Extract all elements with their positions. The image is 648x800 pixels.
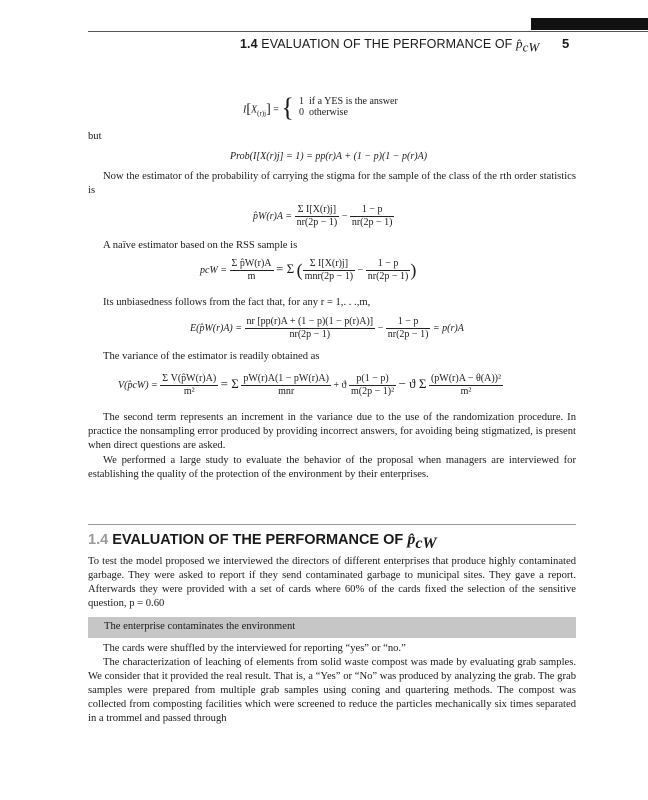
naive-lhs: pcW =: [200, 264, 228, 276]
page-number: 5: [562, 36, 570, 51]
case0-condition: otherwise: [309, 107, 348, 118]
header-rule: [88, 31, 648, 32]
section-estimator-sub: cW: [415, 534, 437, 552]
estimator-den2: nr(2p − 1): [351, 217, 393, 228]
variance-num1: Σ V(p̂W(r)A): [162, 373, 217, 384]
equation-naive: pcW = $\frac{\text{Σ p̂W(r)A}}{m}$ = Σ ( $\frac{\text{Σ I[X(r)j]}}{\text{mnr(2p − 1)}}$ − $\frac{1 - p}{nr(2p - 1)}$ ): [200, 258, 417, 282]
naive-num3: 1 − p: [366, 258, 411, 271]
running-header: [240, 36, 540, 55]
paragraph-estimator-intro: Now the estimator of the probability of carrying the stigma for the sample of the class of the rth order statistics is: [88, 171, 576, 196]
text-but: but: [88, 131, 102, 142]
highlight-text: The enterprise contaminates the environment: [104, 621, 296, 632]
running-header-title: EVALUATION OF THE PERFORMANCE OF: [261, 37, 513, 51]
variance-den3: m(2p − 1)²: [351, 386, 395, 397]
unbiased-den2: nr(2p − 1): [387, 329, 429, 340]
variance-den4: m²: [460, 386, 472, 397]
estimator-minus: −: [341, 210, 348, 222]
paragraph-second-term: The second term represents an increment in the variance due to the use of the randomization procedure. In practice the nonsampling error produced by providing incorrect answers, for avoiding being stigmatized, is present when direct questions are asked.: [88, 412, 576, 451]
paragraph-naive-intro: A naïve estimator based on the RSS sample is: [103, 240, 298, 251]
estimator-den1: nr(2p − 1): [296, 217, 338, 228]
variance-num2: pW(r)A(1 − pW(r)A): [243, 373, 329, 384]
variance-num4: (pW(r)A − θ(A))²: [430, 373, 502, 384]
indicator-eq: =: [273, 104, 279, 116]
section-number: 1.4: [88, 532, 109, 548]
naive-num2: Σ I[X(r)j]: [303, 258, 355, 271]
section-estimator: p̂: [407, 531, 416, 548]
case1-value: 1: [299, 96, 304, 107]
variance-sum: = Σ: [220, 375, 239, 391]
unbiased-lhs: E(p̂W(r)A) =: [190, 322, 243, 334]
variance-minus-sum: − ϑ Σ: [398, 375, 427, 391]
indicator-sub: (r)j: [257, 109, 267, 118]
paragraph-variance-intro: The variance of the estimator is readily obtained as: [103, 351, 320, 362]
variance-den1: m²: [183, 386, 195, 397]
header-black-bar: [531, 18, 648, 30]
paragraph-large-study: We performed a large study to evaluate the behavior of the proposal when managers are interviewed for establishing the quality of the protection of the environment by their enterprises.: [88, 455, 576, 480]
naive-den3: nr(2p − 1): [367, 271, 409, 282]
paragraph-test-model: To test the model proposed we interviewed the directors of different enterprises that produce highly contaminated garbage. They were asked to report if they send contaminated garbage to municipal sites. They gave a report. Afterwards they were provided with a set of cards where 60% of the cards fixed the selection of the sensitive question, p = 0.60: [88, 556, 576, 609]
section-rule: [88, 524, 576, 525]
naive-num1: Σ p̂W(r)A: [231, 258, 272, 269]
case1-condition: if a YES is the answer: [309, 96, 398, 107]
equation-prob: Prob(I[X(r)j] = 1) = pp(r)A + (1 − p)(1 − p(r)A): [230, 151, 428, 162]
case0-value: 0: [299, 107, 304, 118]
estimator-lhs: p̂W(r)A =: [253, 210, 293, 222]
unbiased-den1: nr(2p − 1): [289, 329, 331, 340]
paragraph-cards-shuffled: The cards were shuffled by the interviewed for reporting “yes” or “no.”: [103, 643, 406, 654]
unbiased-minus: −: [377, 322, 384, 334]
unbiased-num1: nr [pp(r)A + (1 − p)(1 − p(r)A)]: [246, 316, 374, 327]
section-title: EVALUATION OF THE PERFORMANCE OF: [112, 532, 404, 548]
variance-num3: p(1 − p): [349, 373, 396, 386]
indicator-X: X: [251, 104, 258, 116]
naive-den2: mnr(2p − 1): [304, 271, 354, 282]
estimator-num1: Σ I[X(r)j]: [295, 204, 340, 217]
unbiased-rhs: = p(r)A: [432, 322, 464, 334]
paragraph-characterization: The characterization of leaching of elements from solid waste compost was made by evaluating grab samples. We consider that it provided the real result. That is, a “Yes” or “No” was produced by analyzing the grab. The grab samples were prepared from multiple grab samples using coning and quartering methods. The compost was collected from composting facilities which were screened to reduce the particles mechanically six times separated in a trommel and passed through: [88, 657, 576, 724]
indicator-I: I: [243, 104, 247, 116]
equation-variance: [118, 373, 503, 398]
equation-indicator: $I[X_{(r)j}]$ = {: [243, 93, 294, 122]
unbiased-num2: 1 − p: [386, 316, 431, 329]
equation-estimator-rth: [253, 204, 394, 229]
paragraph-unbiasedness: Its unbiasedness follows from the fact that, for any r = 1,. . .,m,: [103, 297, 371, 308]
equation-unbiased: [190, 316, 464, 341]
naive-minus: −: [357, 264, 364, 276]
variance-plus: + ϑ: [333, 379, 347, 391]
variance-lhs: V(p̂cW) =: [118, 379, 158, 391]
variance-den2: mnr: [278, 386, 295, 397]
section-heading: [88, 531, 437, 552]
running-header-estimator-sub: cW: [522, 39, 540, 55]
naive-sum: = Σ: [276, 260, 295, 276]
naive-den1: m: [247, 271, 256, 282]
estimator-num2: 1 − p: [350, 204, 395, 217]
equation-indicator-cases: [299, 96, 398, 118]
running-header-estimator: p̂: [516, 36, 523, 51]
running-header-section-number: 1.4: [240, 37, 258, 51]
